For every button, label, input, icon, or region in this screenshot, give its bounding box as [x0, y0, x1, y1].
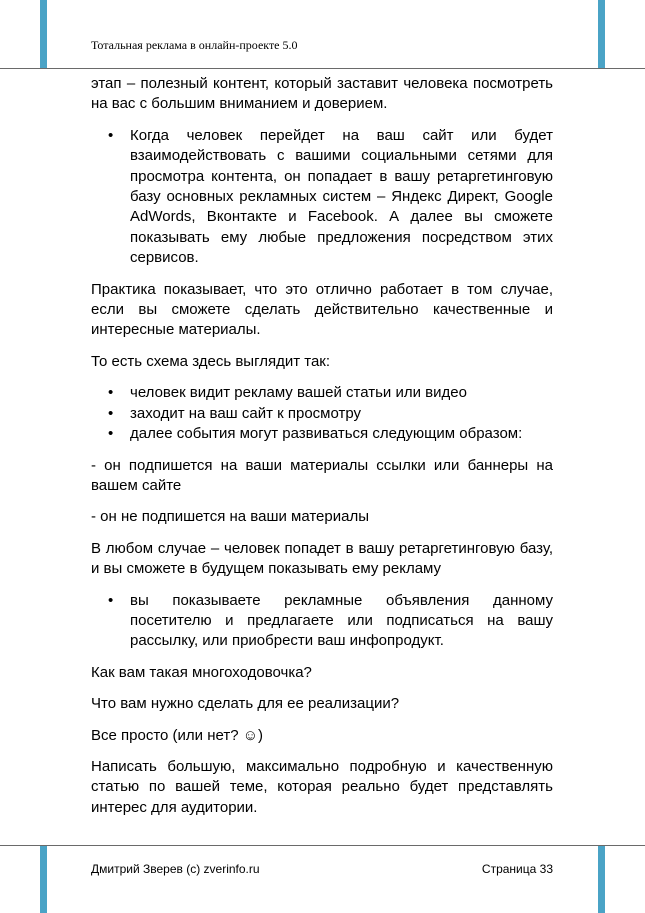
- paragraph: Как вам такая многоходовочка?: [91, 663, 312, 681]
- header-right-accent-bar: [598, 0, 605, 68]
- paragraph: Написать большую, максимально подробную и качественную статью по вашей теме, которая реально будет представлять интерес для аудитории.: [91, 757, 553, 816]
- footer-author: Дмитрий Зверев (c) zverinfo.ru: [91, 862, 260, 876]
- footer-left-accent-bar: [40, 845, 47, 913]
- bullet-list: [91, 383, 553, 444]
- paragraph: То есть схема здесь выглядит так:: [91, 352, 331, 370]
- list-item: • заходит на ваш сайт к просмотру: [130, 404, 553, 424]
- paragraph: Что вам нужно сделать для ее реализации?: [91, 695, 400, 713]
- paragraph: Все просто (или нет? ☺): [91, 726, 264, 744]
- footer-right-accent-bar: [598, 845, 605, 913]
- bullet-list: [91, 126, 553, 269]
- paragraph: В любом случае – человек попадет в вашу ретаргетинговую базу, и вы сможете в будущем показывать ему рекламу: [91, 539, 553, 578]
- page-number: Страница 33: [481, 862, 553, 876]
- list-item: • человек видит рекламу вашей статьи или видео: [130, 383, 553, 403]
- paragraph: этап – полезный контент, который заставит человека посмотреть на вас с большим вниманием и доверием.: [91, 75, 553, 113]
- list-item: • далее события могут развиваться следующим образом:: [130, 424, 553, 444]
- paragraph: - он не подпишется на ваши материалы: [91, 508, 369, 526]
- paragraph: Практика показывает, что это отлично работает в том случае, если вы сможете сделать действительно качественные и интересные материалы.: [91, 280, 553, 339]
- list-item: • вы показываете рекламные объявления данному посетителю и предлагаете или подписаться на вашу рассылку, или приобрести ваш инфопродукт.: [130, 591, 553, 652]
- list-item: • Когда человек перейдет на ваш сайт или будет взаимодействовать с вашими социальными сетями для просмотра контента, он попадает в вашу ретаргетинговую базу основных рекламных систем – Яндекс Директ, Google AdWords, Вконтакте и Facebook. А далее вы сможете показывать ему любые предложения посредством этих сервисов.: [130, 126, 553, 269]
- header-rule: [0, 68, 645, 69]
- paragraph: - он подпишется на ваши материалы ссылки или баннеры на вашем сайте: [91, 456, 553, 494]
- page-body: [91, 74, 553, 829]
- bullet-list: [91, 591, 553, 652]
- footer-rule: [0, 845, 645, 846]
- header-left-accent-bar: [40, 0, 47, 68]
- running-header-title: Тотальная реклама в онлайн-проекте 5.0: [91, 38, 298, 52]
